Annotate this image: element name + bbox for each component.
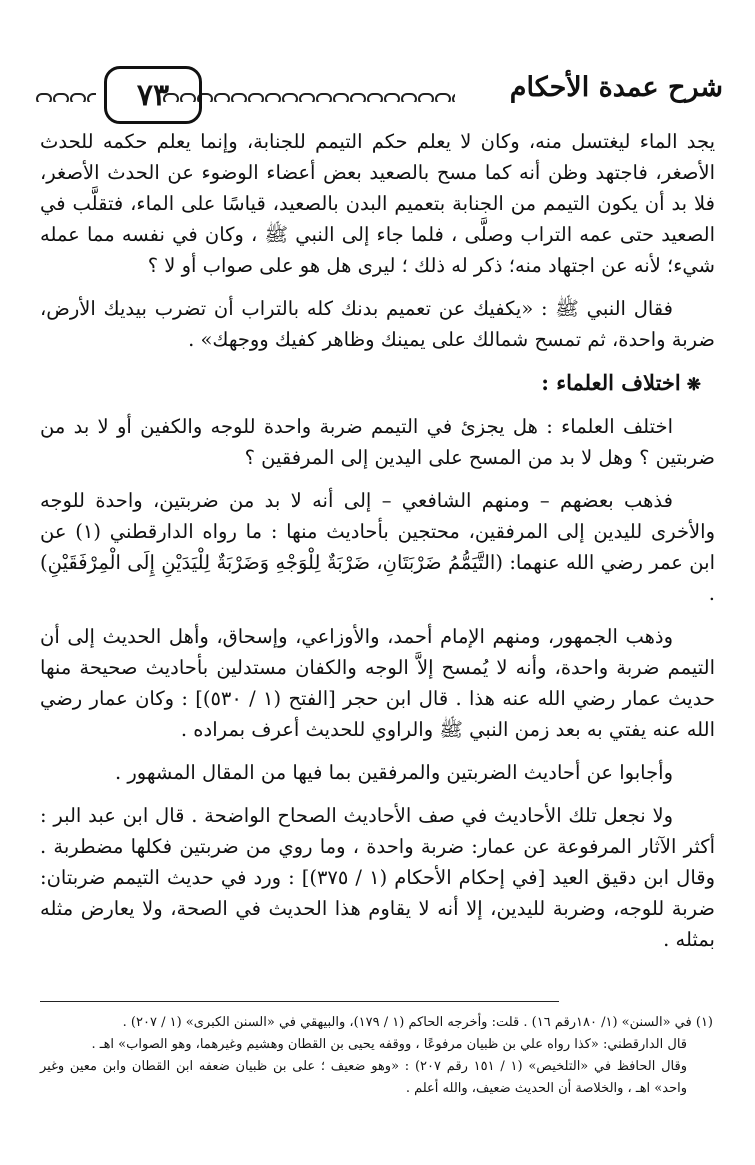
section-heading-text: اختلاف العلماء : (541, 370, 681, 395)
paragraph: اختلف العلماء : هل يجزئ في التيمم ضربة واحدة للوجه والكفين أو لا بد من ضربتين ؟ وهل لا بد من المسح على اليدين إلى المرفقين ؟ (40, 415, 715, 469)
footnote-line: قال الدارقطني: «كذا رواه علي بن ظبيان مرفوعًا ، ووقفه يحيى بن القطان وهشيم وغيرهما، وهو الصواب» اهـ . (91, 1037, 687, 1052)
footnotes (40, 1012, 713, 1100)
paragraph: فقال النبي ﷺ : «يكفيك عن تعميم بدنك كله بالتراب أن تضرب بيديك الأرض، ضربة واحدة، ثم تمسح شمالك على يمينك وظاهر كفيك ووجهك» . (40, 297, 715, 351)
paragraph: وأجابوا عن أحاديث الضربتين والمرفقين بما فيها من المقال المشهور . (114, 761, 673, 784)
main-text (40, 126, 715, 967)
star-ornament-icon: ❋ (686, 375, 701, 395)
running-header (28, 64, 723, 130)
book-title: شرح عمدة الأحكام (509, 72, 723, 103)
chain-ornament (163, 88, 455, 102)
paragraph: وذهب الجمهور، ومنهم الإمام أحمد، والأوزاعي، وإسحاق، وأهل الحديث إلى أن التيمم ضربة واحدة، وأنه لا يُمسح إلاَّ الوجه والكفان مستدلين بأحاديث صحيحة منها حديث عمار رضي الله عنه هذا . قال ابن حجر [الفتح (١ / ٥٣٠)] : وكان عمار رضي الله عنه يفتي به بعد زمن النبي ﷺ والراوي للحديث أعرف بمراده . (40, 625, 715, 741)
page-number: ٧٣ (104, 66, 202, 124)
footnote-divider (40, 1001, 559, 1002)
section-heading (40, 367, 715, 401)
footnote-line: وقال الحافظ في «التلخيص» (١ / ١٥١ رقم ٢٠٧) : «وهو ضعيف ؛ على بن ظبيان ضعفه ابن القطان وابن معين وغير واحد» اهـ ، والخلاصة أن الحديث ضعيف، والله أعلم . (40, 1059, 687, 1096)
footnote-line: (١) في «السنن» (١/ ١٨٠رقم ١٦) . قلت: وأخرجه الحاكم (١ / ١٧٩)، والبيهقي في «السنن الكبرى» (١ / ٢٠٧) . (122, 1015, 713, 1030)
paragraph: يجد الماء ليغتسل منه، وكان لا يعلم حكم التيمم للجنابة، وإنما يعلم حكمه للحدث الأصغر، فاجتهد وظن أنه كما مسح بالصعيد بعض أعضاء الوضوء عن الحدث الأصغر، فلا بد أن يكون التيمم من الجنابة بتعميم البدن بالصعيد، قياسًا على الماء، فتقلَّب في الصعيد حتى عمه التراب وصلَّى ، فلما جاء إلى النبي ﷺ ، وكان في نفسه مما عمله شيء؛ لأنه عن اجتهاد منه؛ ذكر له ذلك ؛ ليرى هل هو على صواب أو لا ؟ (40, 130, 715, 277)
paragraph: ولا نجعل تلك الأحاديث في صف الأحاديث الصحاح الواضحة . قال ابن عبد البر : أكثر الآثار المرفوعة عن عمار: ضربة واحدة ، وما روي من ضربتين فكلها مضطربة . وقال ابن دقيق العيد [في إحكام الأحكام (١ / ٣٧٥)] : ورد في حديث التيمم ضربتان: ضربة للوجه، وضربة لليدين، إلا أنه لا يقاوم هذا الحديث في الصحة، ولا يعارض مثله بمثله . (40, 804, 715, 951)
chain-ornament-small (36, 88, 96, 102)
paragraph: فذهب بعضهم – ومنهم الشافعي – إلى أنه لا بد من ضربتين، واحدة للوجه والأخرى لليدين إلى المرفقين، محتجين بأحاديث منها : ما رواه الدارقطني (١) عن ابن عمر رضي الله عنهما: (التَّيَمُّمُ ضَرْبَتَانِ، ضَرْبَةٌ لِلْوَجْهِ وَضَرْبَةٌ لِلْيَدَيْنِ إِلَى الْمِرْفَقَيْنِ) . (40, 489, 715, 605)
